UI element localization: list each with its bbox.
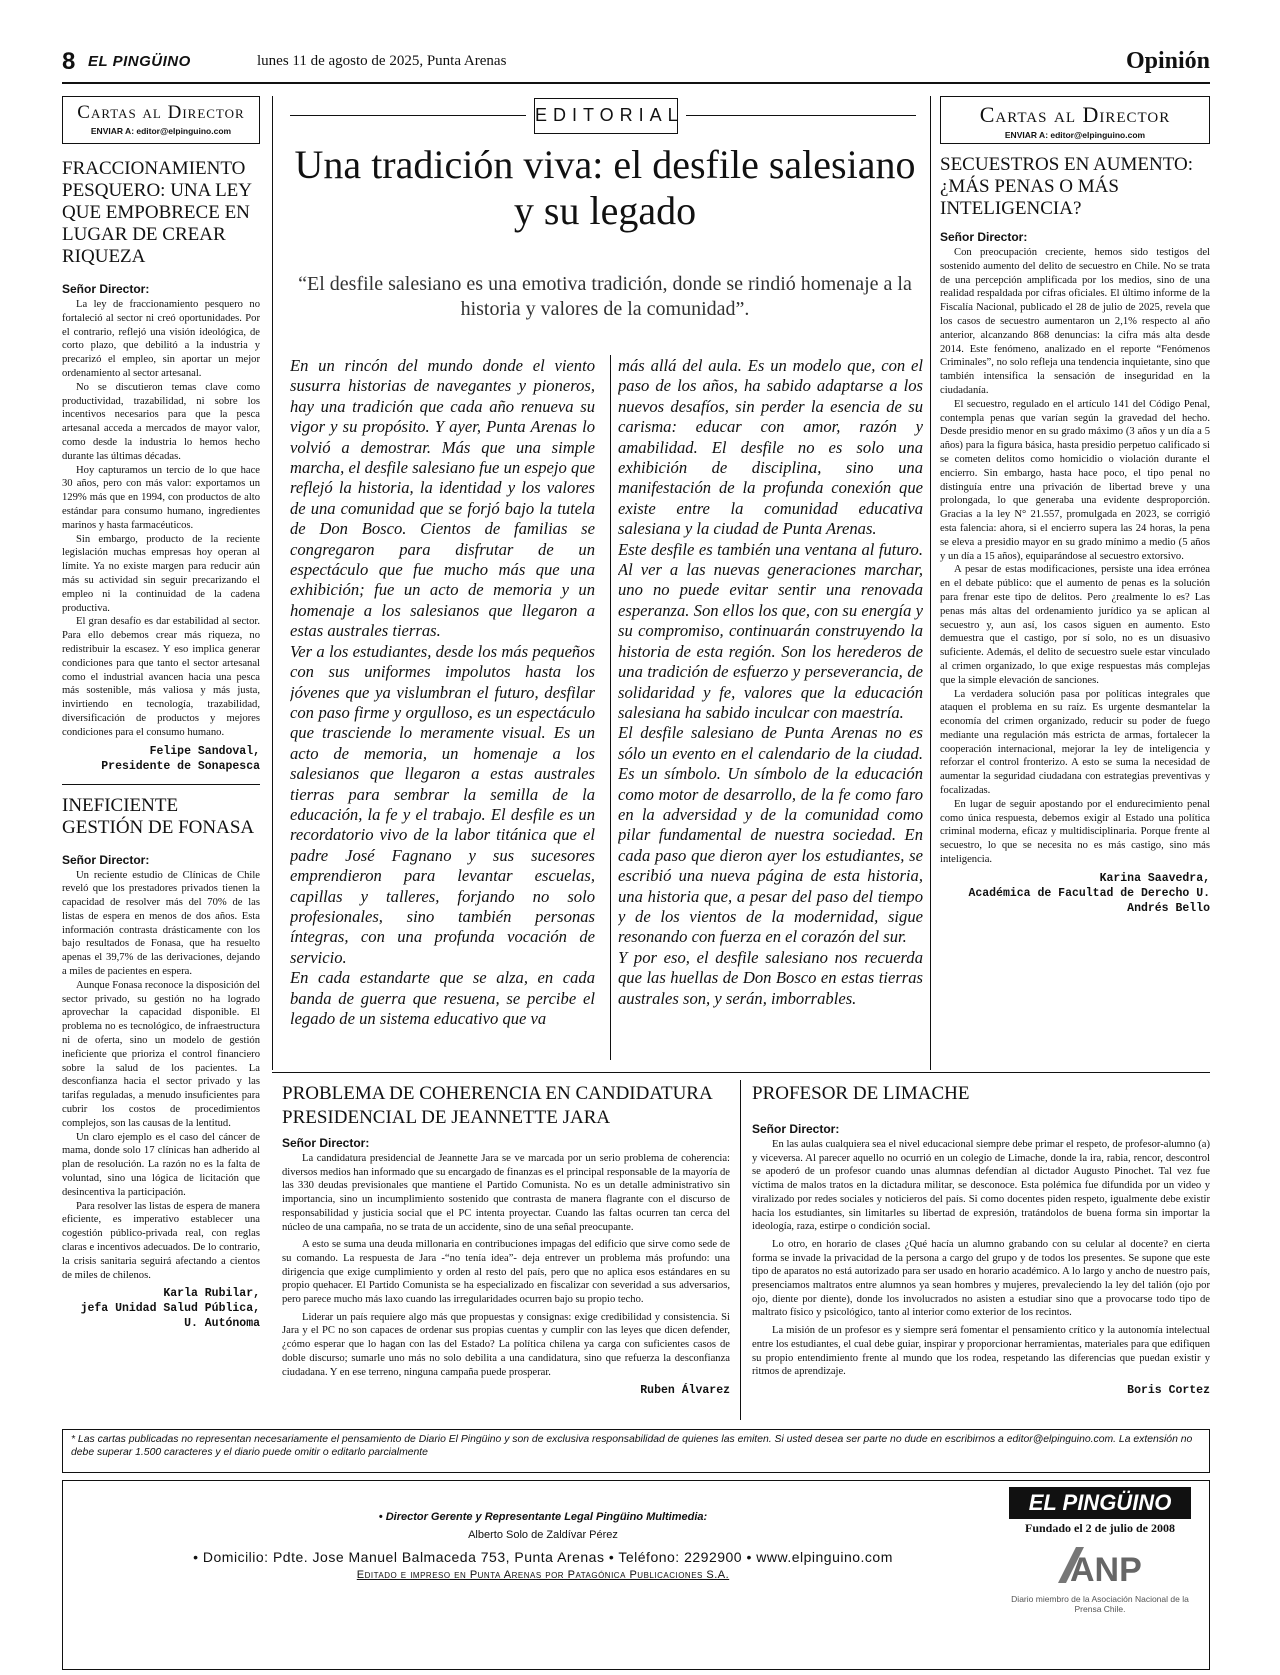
letters-box-email: ENVIAR A: editor@elpinguino.com (90, 126, 232, 136)
founded-date: Fundado el 2 de julio de 2008 (1024, 1521, 1176, 1535)
letter-title: PROFESOR DE LIMACHE (752, 1083, 970, 1104)
paragraph: Un claro ejemplo es el caso del cáncer de mama, donde solo 17 clínicas han adherido al plan de resolución. La razón no es la falta de voluntad, sino una lógica de licitación que desincentiva la participación. (62, 1131, 260, 1198)
editorial-title: Una tradición viva: el desfile salesiano y su legado (294, 142, 916, 233)
bottom-left-letter (282, 1082, 730, 1422)
editorial-paragraph: más allá del aula. Es un modelo que, con el paso de los años, ha sabido adaptarse a los nuevos desafíos, sin perder la esencia de su carisma: educar con amor, razón y amabilidad. El desfile no es solo una exhibición de disciplina, sino una manifestación de la profunda conexión que existe entre la comunidad educativa salesiana y la ciudad de Punta Arenas. (618, 356, 923, 539)
imprint-info (173, 1511, 913, 1581)
signature-name: Felipe Sandoval, (149, 744, 260, 758)
right-column (940, 96, 1210, 1071)
signature: Boris Cortez (1127, 1383, 1210, 1397)
column-divider (740, 1080, 741, 1420)
page-number: 8 (62, 48, 76, 75)
editorial-paragraph: En cada estandarte que se alza, en cada banda de guerra que resuena, se percibe el legado de un sistema educativo que va (290, 968, 595, 1028)
salutation: Señor Director: (752, 1122, 840, 1136)
signature-role: Académica de Facultad de Derecho U. Andrés Bello (968, 886, 1210, 915)
letters-box-title: Cartas al Director (77, 102, 245, 123)
letters-box-title: Cartas al Director (979, 102, 1171, 127)
editorial-paragraph: Y por eso, el desfile salesiano nos recuerda que las huellas de Don Bosco en estas tierras australes son, y serán, imborrables. (618, 947, 923, 1008)
column-divider (930, 96, 931, 1070)
paragraph: Aunque Fonasa reconoce la disposición del sector privado, su gestión no ha logrado aprovechar la capacidad disponible. El problema no es tecnológico, de infraestructura ni de oferta, sino un modelo de gestión ineficiente que prioriza el control financiero sobre la salud de los pacientes. La desconfianza hacia el sector privado y las tarifas reguladas, a menudo insuficientes para cubrir los costos de procedimientos complejos, son las causas de la lentitud. (62, 979, 260, 1129)
paragraph: En las aulas cualquiera sea el nivel educacional siempre debe primar el respeto, de profesor-alumno (a) y viceversa. Al parecer aquello no ocurrió en un colegio de Limache, donde la ira, rabia, rencor, descontrol se apoderó de un profesor cuando unas alumnas defendían al dictador Augusto Pinochet. Tal vez fue víctima de malos tratos en la dictadura militar, se desconoce. Esta polémica fue difundida por un video y viralizado por redes sociales y noticieros del país. Si como docentes piden respeto, igualmente debe existir hacia los estudiantes, sin limitarles su libertad de expresión, tratándolos de buena forma sin importar la ideología, raza, estirpe o condición social. (752, 1139, 1210, 1233)
salutation: Señor Director: (62, 282, 150, 296)
paragraph: La candidatura presidencial de Jeannette Jara se ve marcada por un serio problema de coherencia: diversos medios han informado que su encargado de finanzas es el principal responsable de la mayoría de las 330 deudas previsionales que mantiene el Partido Comunista. No es un detalle administrativo sin importancia, sino un incumplimiento sostenido que contrasta de manera flagrante con el discurso de responsabilidad y justicia social que el PC intenta proyectar. Cuando las faltas ocurren tan cerca del núcleo de una campaña, no se trata de un accidente, sino de una señal preocupante. (282, 1153, 730, 1233)
paragraph: El secuestro, regulado en el artículo 141 del Código Penal, contempla penas que varían según la gravedad del hecho. Desde presidio menor en su grado máximo (3 años y un día a 5 años) para la figura básica, hasta presidio perpetuo calificado si se cometen delitos como homicidio o violación durante el encierro. Sin embargo, hasta hace poco, el tipo penal no distinguía entre una privación de libertad breve y una prolongada, lo que generaba una evidente desproporción. Gracias a la ley N° 21.557, promulgada en 2023, se corrigió esta falencia: ahora, si el encierro supera las 24 horas, la pena se eleva a presidio mayor en su grado mínimo a medio (5 años y un día a 15 años), equiparándose al secuestro extorsivo. (940, 398, 1210, 562)
letter-title: SECUESTROS EN AUMENTO: ¿MÁS PENAS O MÁS INTELIGENCIA? (940, 154, 1194, 219)
paragraph: La ley de fraccionamiento pesquero no fortaleció al sector ni creó oportunidades. Por el contrario, reflejó una visión ideológica, de corto plazo, que debilitó a la industria y precarizó el empleo, sin aportar un mejor ordenamiento al sector artesanal. (62, 299, 260, 379)
editorial-column-2 (618, 356, 923, 1061)
address-line: • Domicilio: Pdte. Jose Manuel Balmaceda 753, Punta Arenas • Teléfono: 2292900 • www.elpinguino.com (193, 1549, 893, 1565)
salutation: Señor Director: (282, 1136, 370, 1150)
left-column (62, 96, 260, 1421)
signature-name: Karla Rubilar, (163, 1287, 260, 1301)
paragraph: En lugar de seguir apostando por el endurecimiento penal como única respuesta, debemos exigir al Estado una política criminal moderna, eficaz y multidisciplinaria. Porque frente al secuestro, lo que se necesita no es más castigo, sino más inteligencia. (940, 798, 1210, 866)
paragraph: A pesar de estas modificaciones, persiste una idea errónea en el debate público: que el aumento de penas es la solución para frenar este tipo de delitos. Pero ¿realmente lo es? Las penas más altas del ordenamiento jurídico ya se aplican al secuestro y, aun así, los casos siguen en aumento. Esto demuestra que el castigo, por sí solo, no es un disuasivo suficiente. Además, el delito de secuestro suele estar vinculado al crimen organizado, lo que exige respuestas más complejas que la simple elevación de sanciones. (940, 564, 1210, 686)
paragraph: Lo otro, en horario de clases ¿Qué hacía un alumno grabando con su celular al docente? en cierta forma se invade la privacidad de la persona a cargo del grupo y de todos los presentes. Se supone que este tipo de aparatos no está autorizado para ser usado en horario académico. A lo largo y ancho de nuestro país, presenciamos maltratos entre alumnos ya sean hombres y mujeres, prevaleciendo la ley del talión (ojo por ojo, diente por diente), donde los involucrados no asisten a estudiar sino que a provocarse todo tipo de maltrato físico y psicológico, tanto al interior como exterior de los recintos. (752, 1238, 1210, 1319)
signature (62, 744, 260, 774)
paragraph: Sin embargo, producto de la reciente legislación muchas empresas hoy operan al límite. Ya no existe margen para reducir aún más su actividad sin seguir precarizando el empleo ni la continuidad de la cadena productiva. (62, 533, 260, 614)
anp-logo-text: ANP (1070, 1551, 1142, 1587)
page-header (62, 48, 1210, 84)
director-label: • Director Gerente y Representante Legal Pingüino Multimedia: (378, 1511, 708, 1523)
signature (940, 871, 1210, 916)
salutation: Señor Director: (940, 230, 1028, 244)
printed-by: Editado e impreso en Punta Arenas por Patagónica Publicaciones S.A. (356, 1569, 730, 1581)
paragraph: Liderar un país requiere algo más que propuestas y consignas: exige credibilidad y consistencia. Si Jara y el PC no son capaces de ordenar sus propias cuentas y cumplir con las leyes que dicen defender, ¿cómo esperar que lo hagan con las del Estado? La política chilena ya carga con suficientes casos de doble discurso; sumarle uno más no solo debilita a una candidatura, sino que refuerza la desconfianza ciudadana. Y en ese terreno, ninguna campaña puede prosperar. (282, 1311, 730, 1378)
editorial-column-1 (290, 356, 595, 1061)
letter-title: PROBLEMA DE COHERENCIA EN CANDIDATURA PRESIDENCIAL DE JEANNETTE JARA (282, 1083, 712, 1128)
letters-box (62, 96, 260, 144)
editorial-paragraph: Este desfile es también una ventana al futuro. Al ver a las nuevas generaciones marchar, uno no puede evitar sentir una renovada esperanza. Son ellos los que, con su energía y su compromiso, continuarán construyendo la historia de esta región. Son los herederos de una tradición de esfuerzo y perseverancia, de solidaridad y fe, valores que la educación salesiana ha sabido inculcar con maestría. (618, 539, 923, 722)
editorial-paragraph: En un rincón del mundo donde el viento susurra historias de navegantes y pioneros, hay una tradición que cada año renueva su vigor y su propósito. Y ayer, Punta Arenas lo volvió a demostrar. Más que una simple marcha, el desfile salesiano fue un espejo que reflejó la historia, la identidad y los valores de una comunidad que se forjó bajo la tutela de Don Bosco. Cientos de familias se congregaron para disfrutar de un espectáculo que fue mucho más que una exhibición; fue un acto de memoria y un homenaje a los salesianos que llegaron a estas australes tierras. (290, 356, 595, 641)
anp-logo-icon (1040, 1543, 1160, 1587)
letters-box (940, 96, 1210, 144)
signature-role: Presidente de Sonapesca (101, 759, 260, 773)
paragraph: Un reciente estudio de Clínicas de Chile reveló que los prestadores privados tienen la capacidad de resolver más del 70% de las listas de espera en menos de dos años. Esta información contrasta drásticamente con los bajo resultados de Fonasa, que ha resuelto apenas el 39,7% de las derivaciones, dejando a miles de pacientes en espera. (62, 869, 260, 978)
anp-caption: Diario miembro de la Asociación Nacional de la Prensa Chile. (1011, 1594, 1189, 1614)
editorial-tag: EDITORIAL (534, 98, 678, 134)
signature (62, 1286, 260, 1331)
letters-box-email: ENVIAR A: editor@elpinguino.com (1004, 130, 1146, 140)
disclaimer-footnote: * Las cartas publicadas no representan necesariamente el pensamiento de Diario El Pingüino y son de exclusiva responsabilidad de quienes las emiten. Si usted desea ser parte no dude en escribirnos a editor@elpinguino.com. La extensión no debe superar 1.500 caracteres y el diario puede omitir o editarlo parcialmente (62, 1429, 1210, 1473)
paragraph: Hoy capturamos un tercio de lo que hace 30 años, pero con más valor: exportamos un 129% más que en 1994, con productos de alto estándar para consumo humano, ingredientes marinos y hasta farmacéuticos. (62, 464, 260, 531)
director-name: Alberto Solo de Zaldívar Pérez (468, 1529, 618, 1541)
bottom-right-letter (752, 1082, 1210, 1422)
divider (62, 784, 260, 785)
editorial-paragraph: El desfile salesiano de Punta Arenas no es sólo un evento en el calendario de la ciudad. Es un símbolo. Un símbolo de la educación como motor de desarrollo, de la fe como faro en la adversidad y de la comunidad como pilar fundamental de nuestra sociedad. En cada paso que dieron ayer los estudiantes, se escribió una nueva página de esta historia, una historia que, a pesar del paso del tiempo y de los vientos de la modernidad, sigue resonando con fuerza en el corazón del sur. (618, 723, 923, 947)
newspaper-logo: EL PINGÜINO (1009, 1487, 1191, 1519)
signature-role: jefa Unidad Salud Pública, U. Autónoma (80, 1302, 260, 1331)
paragraph: Con preocupación creciente, hemos sido testigos del sostenido aumento del delito de secuestro en Chile. No se trata de una percepción amplificada por los medios, sino de una realidad respaldada por cifras oficiales. El último informe de la Fiscalía Nacional, publicado el 28 de julio de 2025, revela que los casos de secuestro aumentaron un 2,1% respecto al año anterior, alcanzando 868 denuncias: la cifra más alta desde 2014. Este fenómeno, analizado en el reporte “Fenómenos Criminales”, no solo refleja una tendencia inquietante, sino que también intensifica la sensación de inseguridad en la ciudadanía. (940, 247, 1210, 396)
paragraph: A esto se suma una deuda millonaria en contribuciones impagas del edificio que sirve como sede de su comando. La respuesta de Jara -“no tenía idea”- deja entrever un problema más profundo: una dirigencia que exige cumplimiento y orden al resto del país, pero que no aplica esos estándares en su propio quehacer. El Partido Comunista se ha especializado en fiscalizar con severidad a sus adversarios, pero parece mucho más laxo cuando las irregularidades ocurren bajo su propio techo. (282, 1239, 730, 1306)
editorial-rule (686, 115, 916, 116)
signature-name: Karina Saavedra, (1099, 871, 1210, 885)
section-divider (272, 1072, 1210, 1073)
section-title: Opinión (1125, 48, 1210, 74)
letter-title: INEFICIENTE GESTIÓN DE FONASA (62, 794, 255, 838)
paragraph: No se discutieron temas clave como productividad, trazabilidad, ni sobre los incentivos necesarios para que la pesca artesanal acceda a mercados de mayor valor, como desde la industria lo hemos hecho durante las últimas décadas. (62, 381, 260, 462)
anp-badge (1009, 1543, 1191, 1614)
paragraph: El gran desafío es dar estabilidad al sector. Para ello debemos crear más riqueza, no redistribuir la escasez. Y eso implica generar condiciones para que tanto el sector artesanal como el industrial avancen hacia una pesca más sostenible, más valiosa y más justa, invirtiendo en tecnología, trazabilidad, diversificación de productos y mejores condiciones para el consumo humano. (62, 616, 260, 738)
signature: Ruben Álvarez (640, 1384, 730, 1398)
masthead-brand: EL PINGÜINO (88, 53, 191, 70)
editorial-paragraph: Ver a los estudiantes, desde los más pequeños con sus uniformes impolutos hasta los jóvenes que ya vislumbran el futuro, desfilar con paso firme y orgulloso, es un espectáculo que trasciende lo meramente visual. Es un acto de memoria, un homenaje a los salesianos que llegaron a estas australes tierras para sembrar la semilla de la educación, la fe y el trabajo. El desfile es un recordatorio vivo de la labor titánica que el padre José Fagnano y sus sucesores emprendieron para levantar escuelas, capillas y talleres, forjando no solo profesionales, sino también personas íntegras, con una profunda vocación de servicio. (290, 641, 595, 967)
editorial-quote: “El desfile salesiano es una emotiva tradición, donde se rindió homenaje a la historia y valores de la comunidad”. (298, 273, 912, 320)
date-line: lunes 11 de agosto de 2025, Punta Arenas (257, 53, 507, 69)
paragraph: La verdadera solución pasa por políticas integrales que ataquen el problema en su raíz. Es urgente desmantelar la economía del crimen organizado, reducir su poder de fuego mediante una regulación más estricta de armas, fortalecer la cooperación internacional, mejorar la ley de inteligencia y reforzar el control fronterizo. A esto se suma la necesidad de aumentar la seguridad ciudadana con estrategias preventivas y focalizadas. (940, 688, 1210, 797)
paragraph: La misión de un profesor es y siempre será fomentar el pensamiento crítico y la autonomía intelectual entre los estudiantes, el cual debe guiar, inspirar y proporcionar herramientas, materiales para que edifiquen su propio entendimiento frente al mundo que los rodea, respetando las diferencias que puedan existir y ritmos de aprendizaje. (752, 1325, 1210, 1378)
salutation: Señor Director: (62, 852, 150, 867)
imprint-box (62, 1480, 1210, 1670)
column-divider (272, 96, 273, 1070)
letter-title: FRACCIONAMIENTO PESQUERO: UNA LEY QUE EMPOBRECE EN LUGAR DE CREAR RIQUEZA (62, 158, 252, 267)
editorial-rule (290, 115, 526, 116)
column-divider (610, 355, 611, 1060)
paragraph: Para resolver las listas de espera de manera eficiente, es imperativo establecer una cogestión público-privada real, con reglas claras e incentivos adecuados. De lo contrario, la crisis sanitaria seguirá afectando a cientos de miles de chilenos. (62, 1200, 260, 1281)
